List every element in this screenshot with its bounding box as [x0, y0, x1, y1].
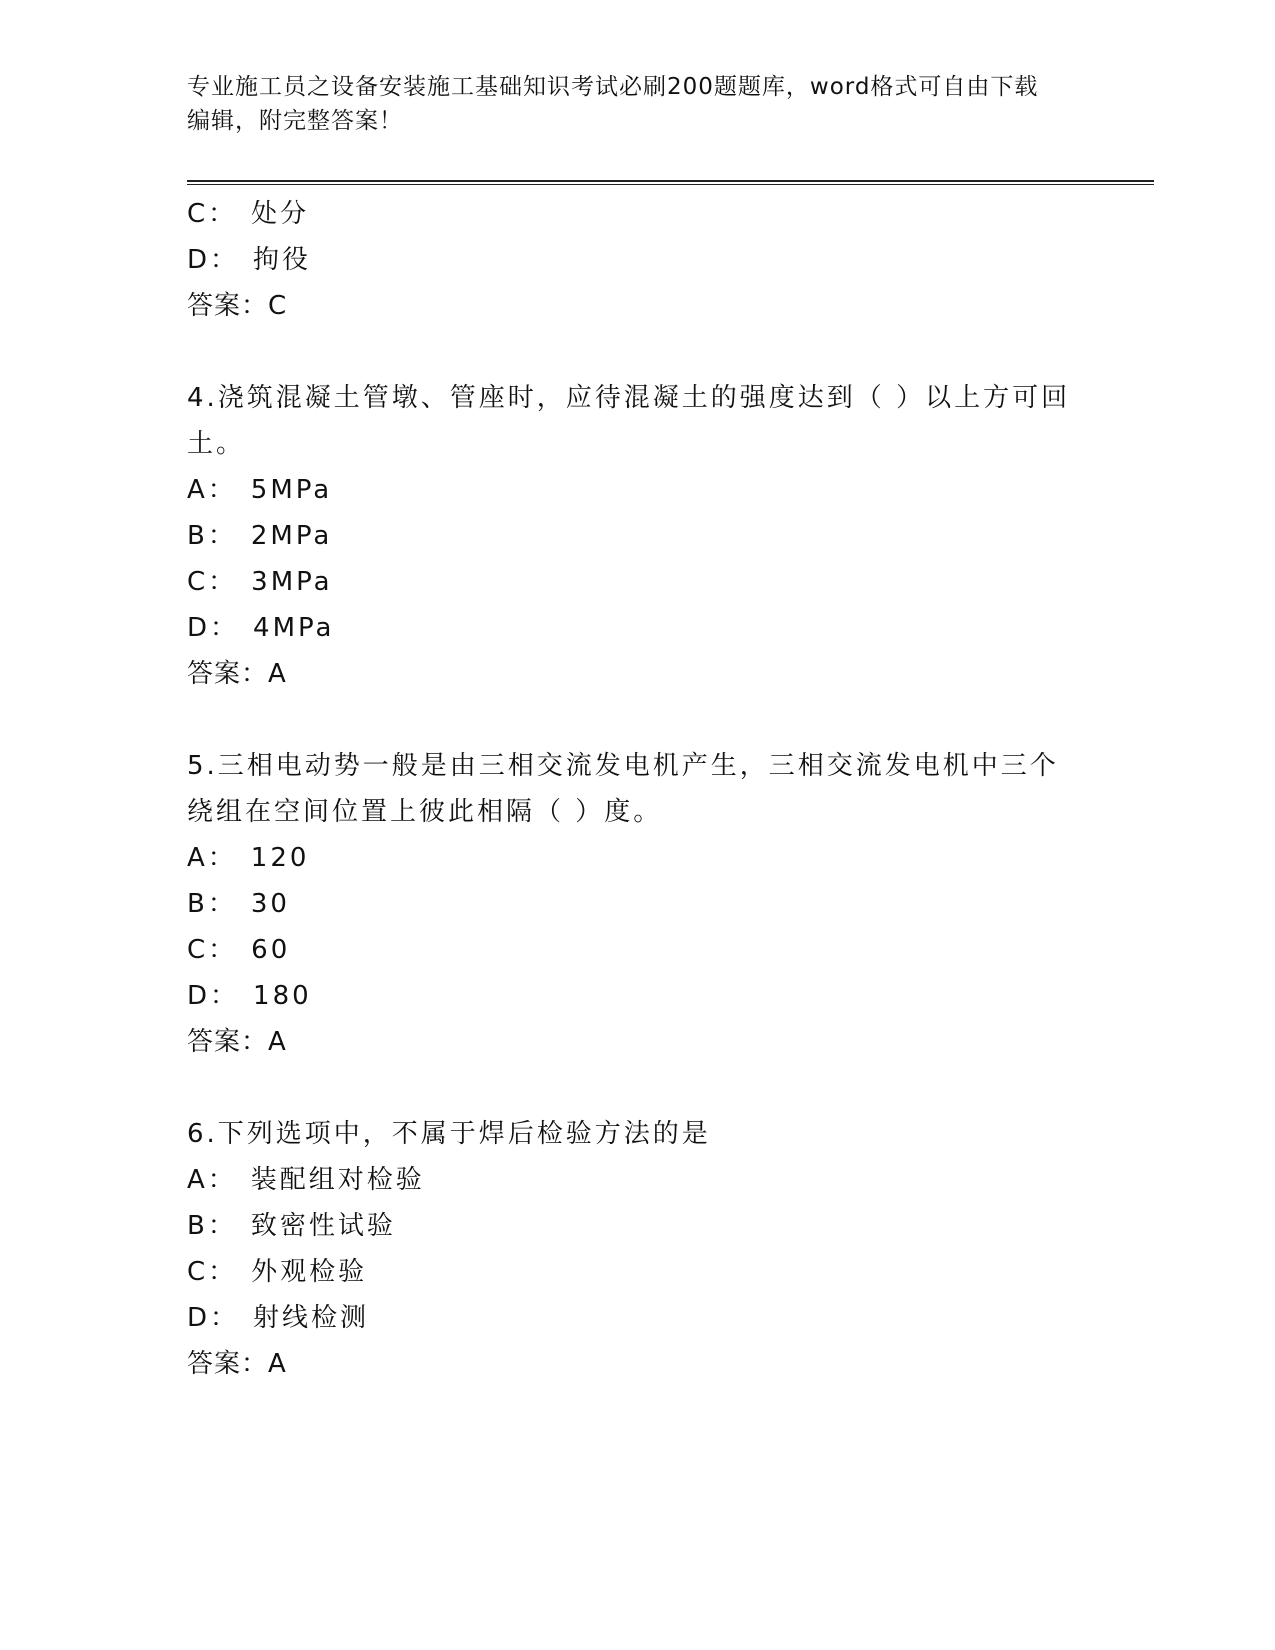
option-text: 30	[250, 889, 290, 919]
option-text: 180	[253, 981, 312, 1011]
option-d	[187, 605, 1087, 651]
option-text: 120	[250, 843, 310, 873]
option-b	[187, 1203, 1087, 1249]
option-d	[187, 237, 1087, 283]
option-a	[187, 1157, 1087, 1203]
document-header	[187, 70, 1087, 138]
option-label: C：	[187, 199, 238, 229]
option-c	[187, 1249, 1087, 1295]
option-text: 60	[251, 935, 291, 965]
option-label: B：	[187, 521, 237, 551]
option-label: D：	[187, 245, 240, 275]
question-5	[187, 743, 1087, 1065]
option-label: C：	[187, 1257, 238, 1287]
option-label: C：	[187, 567, 238, 597]
option-c	[187, 559, 1087, 605]
question-text: 4.浇筑混凝土管墩、管座时，应待混凝土的强度达到（ ）以上方可回土。	[187, 383, 1071, 459]
option-text: 装配组对检验	[250, 1165, 425, 1195]
option-label: C：	[187, 935, 238, 965]
option-d	[187, 973, 1087, 1019]
option-b	[187, 513, 1087, 559]
option-text: 外观检验	[251, 1257, 368, 1287]
option-text: 2MPa	[250, 521, 333, 551]
answer-line: 答案：A	[187, 1027, 287, 1057]
option-text: 3MPa	[251, 567, 333, 597]
answer-line: 答案：A	[187, 659, 287, 689]
option-label: B：	[187, 1211, 237, 1241]
option-label: D：	[187, 613, 240, 643]
option-text: 4MPa	[253, 613, 335, 643]
question-text: 6.下列选项中，不属于焊后检验方法的是	[187, 1119, 711, 1149]
header-divider	[187, 180, 1154, 185]
document-body	[187, 191, 1087, 1387]
header-title-line-2: 编辑，附完整答案！	[187, 108, 403, 134]
option-c	[187, 927, 1087, 973]
option-label: D：	[187, 1303, 240, 1333]
option-label: D：	[187, 981, 240, 1011]
option-b	[187, 881, 1087, 927]
option-text: 拘役	[253, 245, 312, 275]
answer-line: 答案：A	[187, 1349, 287, 1379]
option-a	[187, 835, 1087, 881]
option-text: 射线检测	[253, 1303, 370, 1333]
question-text: 5.三相电动势一般是由三相交流发电机产生，三相交流发电机中三个绕组在空间位置上彼此相隔（ ）度。	[187, 751, 1059, 827]
question-fragment	[187, 191, 1087, 329]
option-label: B：	[187, 889, 237, 919]
option-label: A：	[187, 843, 237, 873]
answer-line: 答案：C	[187, 291, 288, 321]
option-label: A：	[187, 1165, 237, 1195]
option-text: 致密性试验	[250, 1211, 396, 1241]
option-text: 5MPa	[250, 475, 333, 505]
header-title-line-1: 专业施工员之设备安装施工基础知识考试必刷200题题库，word格式可自由下载	[187, 74, 1039, 100]
question-4	[187, 375, 1087, 697]
question-6	[187, 1111, 1087, 1387]
option-c	[187, 191, 1087, 237]
option-text: 处分	[251, 199, 310, 229]
option-a	[187, 467, 1087, 513]
option-d	[187, 1295, 1087, 1341]
option-label: A：	[187, 475, 237, 505]
